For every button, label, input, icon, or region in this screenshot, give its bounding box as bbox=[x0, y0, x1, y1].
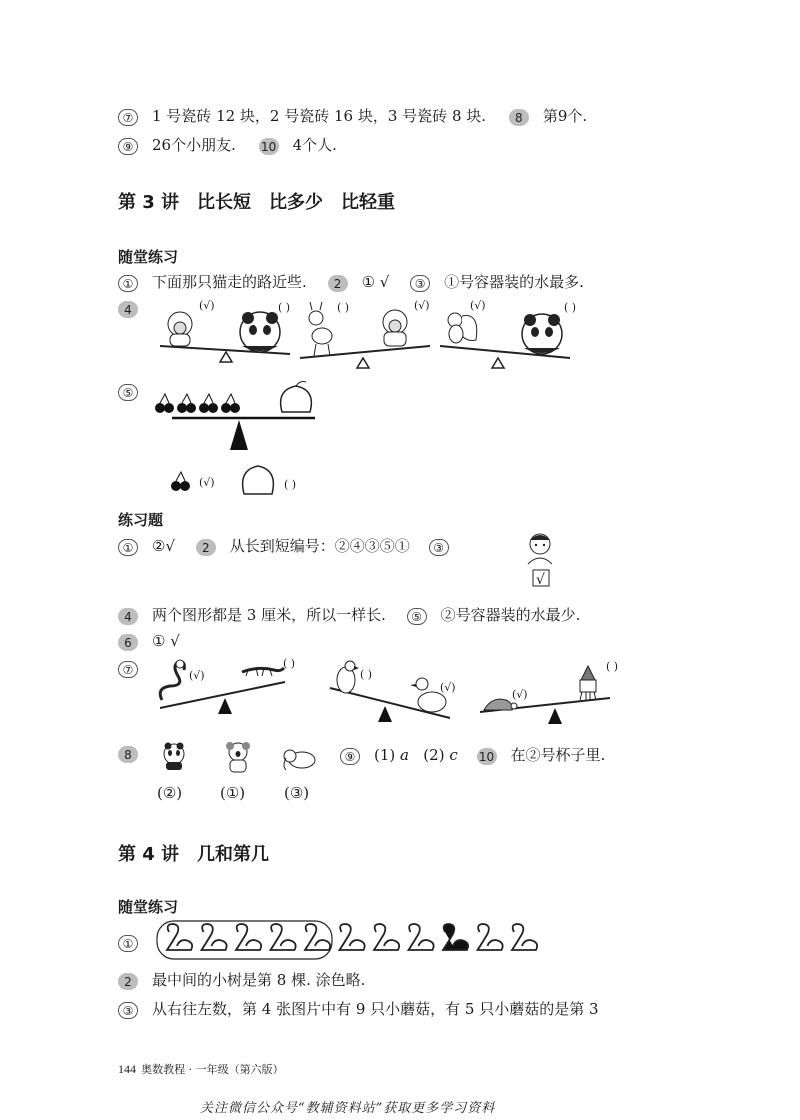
practice-line-1: ① 下面那只猫走的路近些. 2 ① √ ③ ①号容器装的水最多. bbox=[118, 271, 584, 292]
practice-line-5: ⑤ bbox=[118, 382, 152, 401]
animal-balances bbox=[150, 652, 630, 732]
exercise-line-6: 6 ① √ bbox=[118, 632, 180, 651]
cherry-peach-balance bbox=[150, 378, 350, 458]
answer-line-9-10: ⑨ 26个小朋友. 10 4个人. bbox=[118, 134, 337, 155]
footer bbox=[118, 1058, 284, 1077]
monkey-icon bbox=[383, 310, 407, 346]
swans-icon bbox=[167, 924, 537, 950]
balance-1 bbox=[160, 312, 290, 362]
peach-icon bbox=[243, 466, 274, 494]
answer-mark: (√) bbox=[199, 476, 215, 489]
answer-mark: (√) bbox=[512, 688, 528, 701]
panda-icon bbox=[240, 312, 280, 352]
answer-mark: ( ) bbox=[606, 660, 619, 673]
s4-line-3: ③ 从右往左数，第 4 张图片中有 9 只小蘑菇，有 5 只小蘑菇的是第 3 bbox=[118, 998, 599, 1019]
answer-mark: (√) bbox=[199, 299, 215, 312]
check-box-mark: √ bbox=[536, 572, 545, 588]
squirrel-icon bbox=[448, 313, 477, 343]
koala-icon bbox=[226, 742, 250, 772]
answer-mark: (√) bbox=[440, 681, 456, 694]
balance-a bbox=[160, 660, 285, 714]
swan-row bbox=[155, 918, 545, 964]
book-title: 奥数教程 · 一年级（第六版） bbox=[141, 1063, 284, 1076]
swan bbox=[409, 924, 434, 950]
peach-small bbox=[240, 460, 280, 500]
swan bbox=[167, 924, 192, 950]
subheading-exercise: 练习题 bbox=[118, 511, 164, 529]
swan bbox=[271, 924, 296, 950]
answer-line-7-8: ⑦ 1 号瓷砖 12 块，2 号瓷砖 16 块，3 号瓷砖 8 块. 8 第9个. bbox=[118, 105, 587, 126]
swan bbox=[236, 924, 261, 950]
q-number: ⑨ bbox=[118, 138, 138, 155]
answer-mark: (√) bbox=[470, 299, 486, 312]
q-number: ⑦ bbox=[118, 109, 138, 126]
swan bbox=[202, 924, 227, 950]
snake-icon bbox=[160, 660, 184, 700]
balance-3 bbox=[440, 313, 570, 368]
swan-shaded bbox=[443, 924, 468, 950]
subheading-practice-2: 随堂练习 bbox=[118, 898, 179, 916]
balance-b bbox=[330, 661, 450, 722]
exercise-line-8: 8 bbox=[118, 744, 152, 763]
cherry-icon bbox=[171, 472, 190, 491]
q-number: 10 bbox=[259, 138, 279, 155]
balance-illustrations bbox=[150, 296, 590, 376]
page-number: 144 bbox=[118, 1062, 136, 1076]
swan bbox=[340, 924, 365, 950]
animal-row bbox=[160, 738, 320, 774]
answer-mark: ( ) bbox=[283, 657, 296, 670]
exercise-line-9-10: ⑨ (1) a (2) c 10 在②号杯子里. bbox=[340, 744, 605, 765]
swan bbox=[374, 924, 399, 950]
swan bbox=[305, 924, 330, 950]
watermark-text: 关注微信公众号“教辅资料站”获取更多学习资料 bbox=[200, 1101, 496, 1116]
subheading-practice: 随堂练习 bbox=[118, 248, 179, 266]
answer-mark: (②) bbox=[157, 784, 183, 802]
answer-mark: ( ) bbox=[337, 301, 350, 314]
q-number: 8 bbox=[509, 109, 529, 126]
exercise-line-7: ⑦ bbox=[118, 659, 152, 678]
peach-icon bbox=[281, 382, 312, 413]
exercise-line-4-5: 4 两个图形都是 3 厘米，所以一样长. ⑤ ②号容器装的水最少. bbox=[118, 604, 580, 625]
lizard-icon bbox=[242, 668, 284, 676]
exercise-line-1: ① ②√ 2 从长到短编号：②④③⑤① ③ bbox=[118, 535, 463, 556]
panda-icon bbox=[164, 743, 184, 771]
section-title-4: 第 4 讲 几和第几 bbox=[118, 844, 270, 865]
parrot-icon bbox=[337, 661, 359, 693]
monkey-icon bbox=[168, 312, 192, 346]
squid-icon bbox=[580, 666, 596, 700]
section-title-3: 第 3 讲 比长短 比多少 比轻重 bbox=[118, 192, 396, 213]
answer-mark: ( ) bbox=[278, 301, 291, 314]
elephant-icon bbox=[284, 750, 315, 770]
answer-mark: (③) bbox=[284, 784, 310, 802]
swan bbox=[512, 924, 537, 950]
practice-line-4: 4 bbox=[118, 299, 152, 318]
s4-line-2: 2 最中间的小树是第 8 棵. 涂色略. bbox=[118, 969, 365, 990]
answer-mark: (√) bbox=[414, 299, 430, 312]
balance-c bbox=[480, 666, 610, 724]
answer-mark: (√) bbox=[189, 669, 205, 682]
answer-mark: ( ) bbox=[284, 478, 297, 491]
panda-icon bbox=[522, 314, 562, 354]
deer-icon bbox=[309, 302, 332, 356]
balance-2 bbox=[300, 302, 430, 368]
answer-mark: ( ) bbox=[564, 301, 577, 314]
swan bbox=[478, 924, 503, 950]
s4-line-1: ① bbox=[118, 933, 152, 952]
child-icon bbox=[528, 534, 552, 564]
answer-mark: (①) bbox=[220, 784, 246, 802]
cherries-icon bbox=[155, 394, 240, 413]
answer-mark: ( ) bbox=[360, 668, 373, 681]
